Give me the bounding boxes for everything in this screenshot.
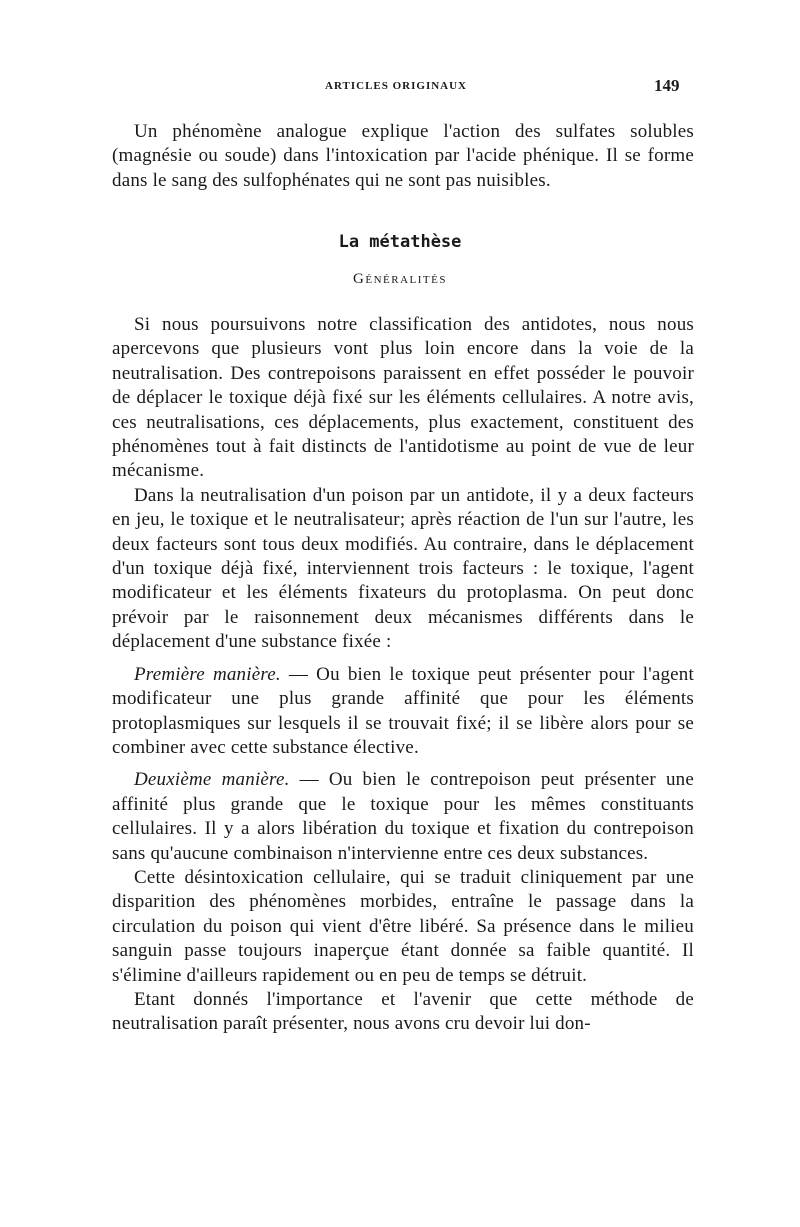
- paragraph-6: Etant donnés l'importance et l'avenir que cette méthode de neutralisation paraît présenter, nous avons cru devoir lui don-: [112, 988, 694, 1035]
- paragraph-intro: [112, 120, 694, 193]
- section-title: La métathèse: [338, 232, 462, 252]
- paragraph-3: [112, 663, 694, 761]
- paragraph-text: Un phénomène analogue explique l'action des sulfates solubles (magnésie ou soude) dans l'intoxication par l'acide phénique. Il se forme dans le sang des sulfophénates qui ne sont pas nuisibles.: [112, 121, 694, 191]
- paragraph-4: [112, 768, 694, 866]
- paragraph-5: Cette désintoxication cellulaire, qui se traduit cliniquement par une disparition des phénomènes morbides, entraîne le passage dans la circulation du poison qui vient d'être libéré. Sa présence dans le milieu sanguin passe toujours inaperçue étant donnée sa faible quantité. Il s'élimine d'ailleurs rapidement ou en peu de temps se détruit.: [112, 866, 694, 986]
- page-number: 149: [654, 76, 680, 95]
- running-head: ARTICLES ORIGINAUX: [325, 80, 467, 92]
- paragraph-4-text: — Ou bien le contrepoison peut présenter une affinité plus grande que le toxique pour les mêmes constituants cellulaires. Il y a alors libération du toxique et fixation du contrepoison sans qu'aucune combinaison n'intervienne entre ces deux substances.: [112, 769, 694, 864]
- paragraph-3-text: — Ou bien le toxique peut présenter pour l'agent modificateur une plus grande affinité que pour les éléments protoplasmiques sur lesquels il se trouvait fixé; il se libère alors pour se combiner avec cette substance élective.: [112, 663, 694, 758]
- paragraph-2: Dans la neutralisation d'un poison par un antidote, il y a deux facteurs en jeu, le toxique et le neutralisateur; après réaction de l'un sur l'autre, les deux facteurs sont tous deux modifiés. Au contraire, dans le déplacement d'un toxique déjà fixé, interviennent trois facteurs : le toxique, l'agent modificateur et les éléments fixateurs du protoplasma. On peut donc prévoir par le raisonnement deux mécanismes différents dans le déplacement d'une substance fixée :: [112, 484, 694, 653]
- paragraph-3-lead: Première manière.: [134, 663, 281, 685]
- paragraph-1: Si nous poursuivons notre classification des antidotes, nous nous apercevons que plusieurs vont plus loin encore dans la voie de la neutralisation. Des contrepoisons paraissent en effet posséder le pouvoir de déplacer le toxique déjà fixé sur les éléments cellulaires. A notre avis, ces neutralisations, ces déplacements, plus exactement, constituent des phénomènes tout à fait distincts de l'antidotisme au point de vue de leur mécanisme.: [112, 314, 694, 482]
- section-subtitle: Généralités: [353, 271, 447, 287]
- main-text-block: [112, 313, 694, 1037]
- paragraph-gap: [112, 760, 694, 768]
- paragraph-gap: [112, 655, 694, 663]
- paragraph-4-lead: Deuxième manière.: [134, 769, 290, 791]
